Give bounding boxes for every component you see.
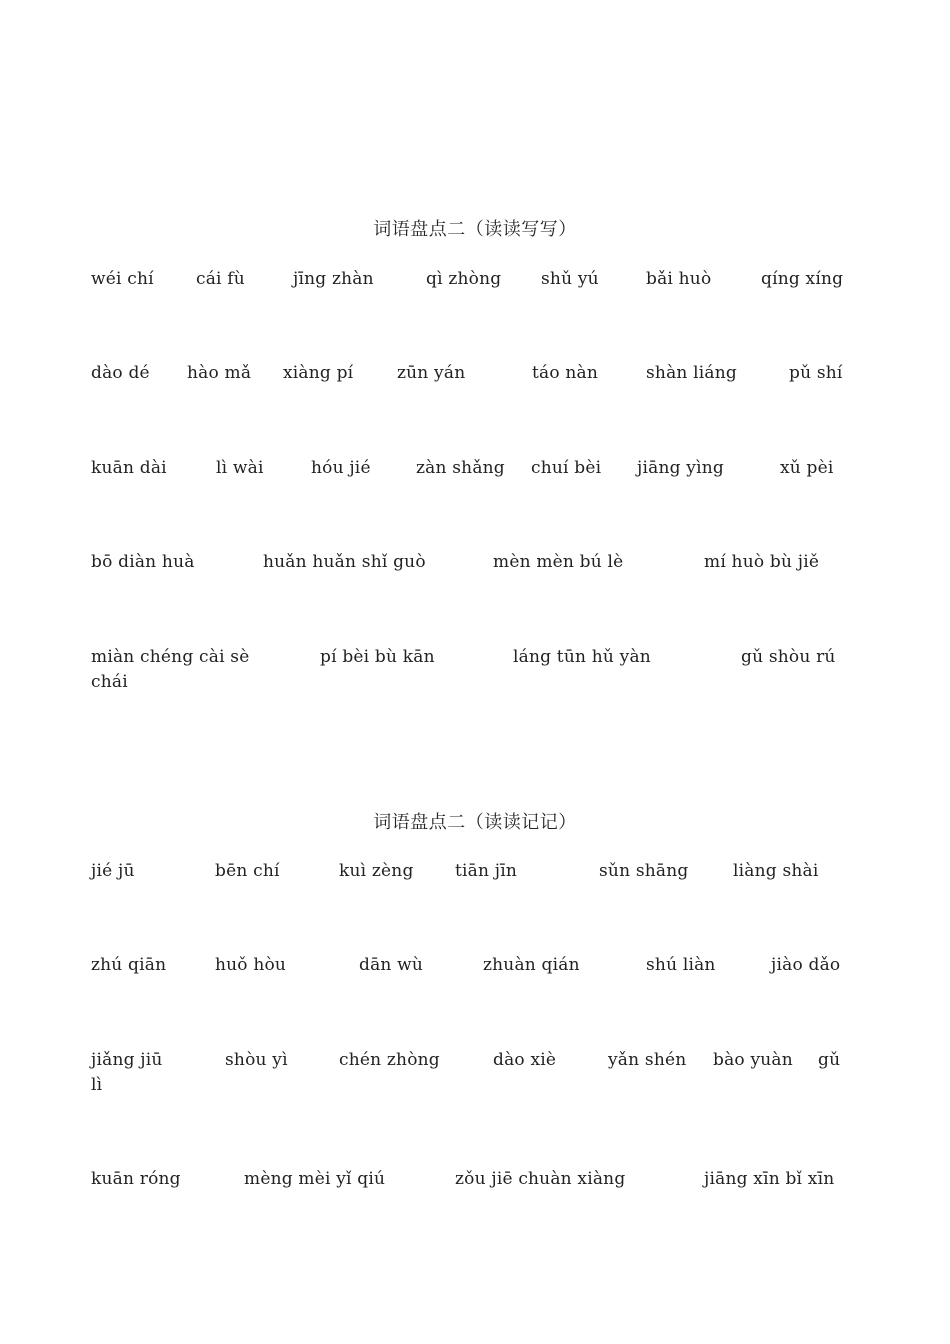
word-row [0, 267, 950, 327]
word-row [0, 859, 950, 919]
pinyin-word: zàn shǎng [416, 458, 505, 478]
pinyin-word: cái fù [196, 269, 245, 289]
pinyin-word: pǔ shí [789, 363, 843, 383]
pinyin-word: qíng xíng [761, 269, 844, 289]
word-row [0, 953, 950, 1013]
pinyin-word: hóu jié [311, 458, 371, 478]
pinyin-word: yǎn shén [608, 1050, 687, 1070]
pinyin-word: xǔ pèi [780, 458, 834, 478]
section-title-read-remember: 词语盘点二（读读记记） [373, 812, 577, 833]
pinyin-word: shú liàn [646, 955, 716, 975]
pinyin-word: jié jū [91, 861, 135, 881]
pinyin-phrase: miàn chéng cài sè [91, 647, 250, 667]
pinyin-word: zūn yán [397, 363, 466, 383]
word-row [0, 550, 950, 610]
word-row [0, 1048, 950, 1108]
pinyin-word: shǔ yú [541, 269, 599, 289]
pinyin-word: chén zhòng [339, 1050, 440, 1070]
pinyin-phrase: bō diàn huà [91, 552, 195, 572]
pinyin-word: shàn liáng [646, 363, 738, 383]
pinyin-word: dān wù [359, 955, 424, 975]
pinyin-phrase: mèng mèi yǐ qiú [244, 1169, 386, 1189]
pinyin-word: táo nàn [532, 363, 599, 383]
pinyin-word: gǔ lì [91, 1050, 841, 1095]
pinyin-phrase: gǔ shòu rú chái [91, 647, 836, 692]
pinyin-phrase: mí huò bù jiě [704, 552, 820, 572]
pinyin-phrase: kuān róng [91, 1169, 181, 1189]
pinyin-word: kuì zèng [339, 861, 414, 881]
pinyin-word: jīng zhàn [293, 269, 374, 289]
pinyin-word: wéi chí [91, 269, 154, 289]
pinyin-word: chuí bèi [531, 458, 602, 478]
pinyin-word: sǔn shāng [599, 861, 689, 881]
pinyin-word: kuān dài [91, 458, 167, 478]
pinyin-word: bēn chí [215, 861, 280, 881]
pinyin-word: huǒ hòu [215, 955, 287, 975]
section-title-read-write: 词语盘点二（读读写写） [373, 219, 577, 240]
pinyin-word: tiān jīn [455, 861, 518, 881]
pinyin-word: dào xiè [493, 1050, 557, 1070]
pinyin-phrase: mèn mèn bú lè [493, 552, 624, 572]
pinyin-phrase: pí bèi bù kān [320, 647, 435, 667]
pinyin-word: jiào dǎo [771, 955, 841, 975]
word-row [0, 1167, 950, 1227]
pinyin-word: bào yuàn [713, 1050, 793, 1070]
word-row [0, 456, 950, 516]
pinyin-word: jiāng yìng [637, 458, 724, 478]
pinyin-word: dào dé [91, 363, 150, 383]
pinyin-phrase: láng tūn hǔ yàn [513, 647, 651, 667]
pinyin-word: qì zhòng [426, 269, 502, 289]
pinyin-word: hào mǎ [187, 363, 252, 383]
pinyin-phrase: huǎn huǎn shǐ guò [263, 552, 426, 572]
pinyin-word: xiàng pí [283, 363, 354, 383]
pinyin-phrase: zǒu jiē chuàn xiàng [455, 1169, 626, 1189]
pinyin-phrase: jiāng xīn bǐ xīn [704, 1169, 835, 1189]
word-row [0, 361, 950, 421]
pinyin-word: shòu yì [225, 1050, 288, 1070]
pinyin-word: liàng shài [733, 861, 819, 881]
pinyin-word: jiǎng jiū [91, 1050, 163, 1070]
pinyin-word: bǎi huò [646, 269, 712, 289]
pinyin-word: zhuàn qián [483, 955, 580, 975]
word-row [0, 645, 950, 705]
pinyin-word: zhú qiān [91, 955, 167, 975]
pinyin-word: lì wài [216, 458, 264, 478]
